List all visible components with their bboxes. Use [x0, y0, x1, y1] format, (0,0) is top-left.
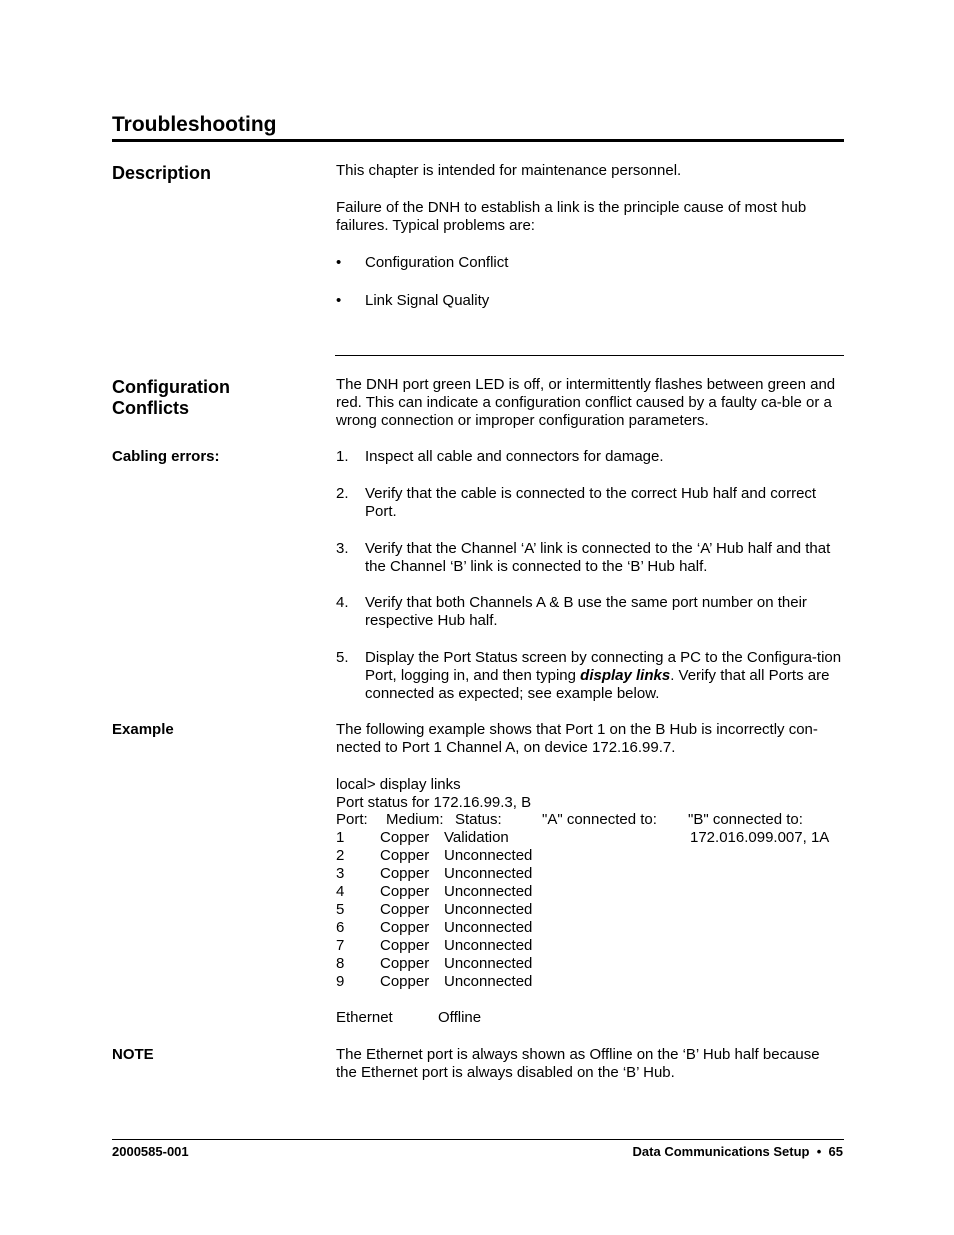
- footer-doc-number: 2000585-001: [112, 1144, 189, 1159]
- row-port: 6: [336, 919, 345, 936]
- bullet-icon: •: [336, 292, 342, 309]
- config-intro: The DNH port green LED is off, or intermittently flashes between green and red. This can indicate a configuration conflict caused by a faulty ca-ble or a wrong connection or improper configuration parameters.: [336, 376, 836, 429]
- title-rule: [112, 139, 844, 142]
- row-medium: Copper: [380, 829, 430, 846]
- header-status: Status:: [455, 811, 502, 828]
- note-label: NOTE: [112, 1046, 154, 1063]
- row-b-connected: 172.016.099.007, 1A: [690, 829, 830, 846]
- step-number: 1.: [336, 448, 349, 465]
- step-number: 3.: [336, 540, 349, 557]
- row-medium: Copper: [380, 865, 430, 882]
- step-2-text: Verify that the cable is connected to the correct Hub half and correct Port.: [365, 485, 817, 520]
- header-port: Port:: [336, 811, 368, 828]
- row-port: 9: [336, 973, 345, 990]
- description-heading: Description: [112, 163, 212, 183]
- row-port: 7: [336, 937, 345, 954]
- config-heading-line2: Conflicts: [112, 398, 190, 418]
- header-a-connected: "A" connected to:: [542, 811, 657, 828]
- ethernet-status: Offline: [438, 1009, 482, 1026]
- header-b-connected: "B" connected to:: [688, 811, 803, 828]
- step-5-text-after: . Verify that all Ports are connected as expected; see example below.: [365, 667, 830, 702]
- footer-section: [633, 1144, 843, 1159]
- header-medium: Medium:: [386, 811, 444, 828]
- row-status: Unconnected: [444, 901, 533, 918]
- step-5-text: [365, 649, 845, 703]
- row-status: Unconnected: [444, 937, 533, 954]
- bullet-item-1: Configuration Conflict: [365, 254, 509, 271]
- example-intro: The following example shows that Port 1 on the B Hub is incorrectly con-nected to Port 1 Channel A, on device 172.16.99.7.: [336, 721, 818, 756]
- footer-bullet-icon: •: [816, 1144, 822, 1159]
- example-label: Example: [112, 721, 174, 738]
- config-heading-line1: Configuration: [112, 377, 230, 397]
- cabling-errors-label: Cabling errors:: [112, 448, 220, 465]
- row-medium: Copper: [380, 937, 430, 954]
- row-port: 1: [336, 829, 345, 846]
- bullet-item-2: Link Signal Quality: [365, 292, 490, 309]
- row-port: 8: [336, 955, 345, 972]
- step-3-text: Verify that the Channel ‘A’ link is connected to the ‘A’ Hub half and that the Channel ‘B’ link is connected to the ‘B’ Hub half.: [365, 540, 831, 575]
- page-title: Troubleshooting: [112, 113, 277, 136]
- step-number: 2.: [336, 485, 349, 502]
- row-status: Unconnected: [444, 973, 533, 990]
- row-status: Unconnected: [444, 865, 533, 882]
- step-5-text-before: Display the Port Status screen by connecting a PC to the Configura-tion Port, logging in, and then typing: [365, 649, 842, 684]
- example-command: local> display links: [336, 776, 461, 793]
- description-p2: Failure of the DNH to establish a link is the principle cause of most hub failures. Typical problems are:: [336, 199, 807, 234]
- row-medium: Copper: [380, 847, 430, 864]
- step-number: 4.: [336, 594, 349, 611]
- example-status-line: Port status for 172.16.99.3, B: [336, 794, 532, 811]
- step-1-text: Inspect all cable and connectors for damage.: [365, 448, 664, 465]
- row-port: 2: [336, 847, 345, 864]
- display-links-command: display links: [580, 667, 671, 684]
- row-status: Validation: [444, 829, 509, 846]
- note-text: The Ethernet port is always shown as Offline on the ‘B’ Hub half because the Ethernet port is always disabled on the ‘B’ Hub.: [336, 1046, 820, 1081]
- row-medium: Copper: [380, 919, 430, 936]
- section-divider: [335, 355, 844, 356]
- row-status: Unconnected: [444, 955, 533, 972]
- row-status: Unconnected: [444, 919, 533, 936]
- footer-page-number: 65: [828, 1144, 843, 1159]
- description-p1: This chapter is intended for maintenance personnel.: [336, 162, 682, 179]
- row-port: 5: [336, 901, 345, 918]
- footer-rule: [112, 1139, 844, 1140]
- row-port: 4: [336, 883, 345, 900]
- row-medium: Copper: [380, 883, 430, 900]
- footer-section-name: Data Communications Setup: [632, 1144, 810, 1159]
- row-medium: Copper: [380, 955, 430, 972]
- step-number: 5.: [336, 649, 349, 666]
- row-medium: Copper: [380, 973, 430, 990]
- row-port: 3: [336, 865, 345, 882]
- row-status: Unconnected: [444, 847, 533, 864]
- bullet-icon: •: [336, 254, 342, 271]
- step-4-text: Verify that both Channels A & B use the same port number on their respective Hub half.: [365, 594, 807, 629]
- row-status: Unconnected: [444, 883, 533, 900]
- row-medium: Copper: [380, 901, 430, 918]
- ethernet-label: Ethernet: [336, 1009, 393, 1026]
